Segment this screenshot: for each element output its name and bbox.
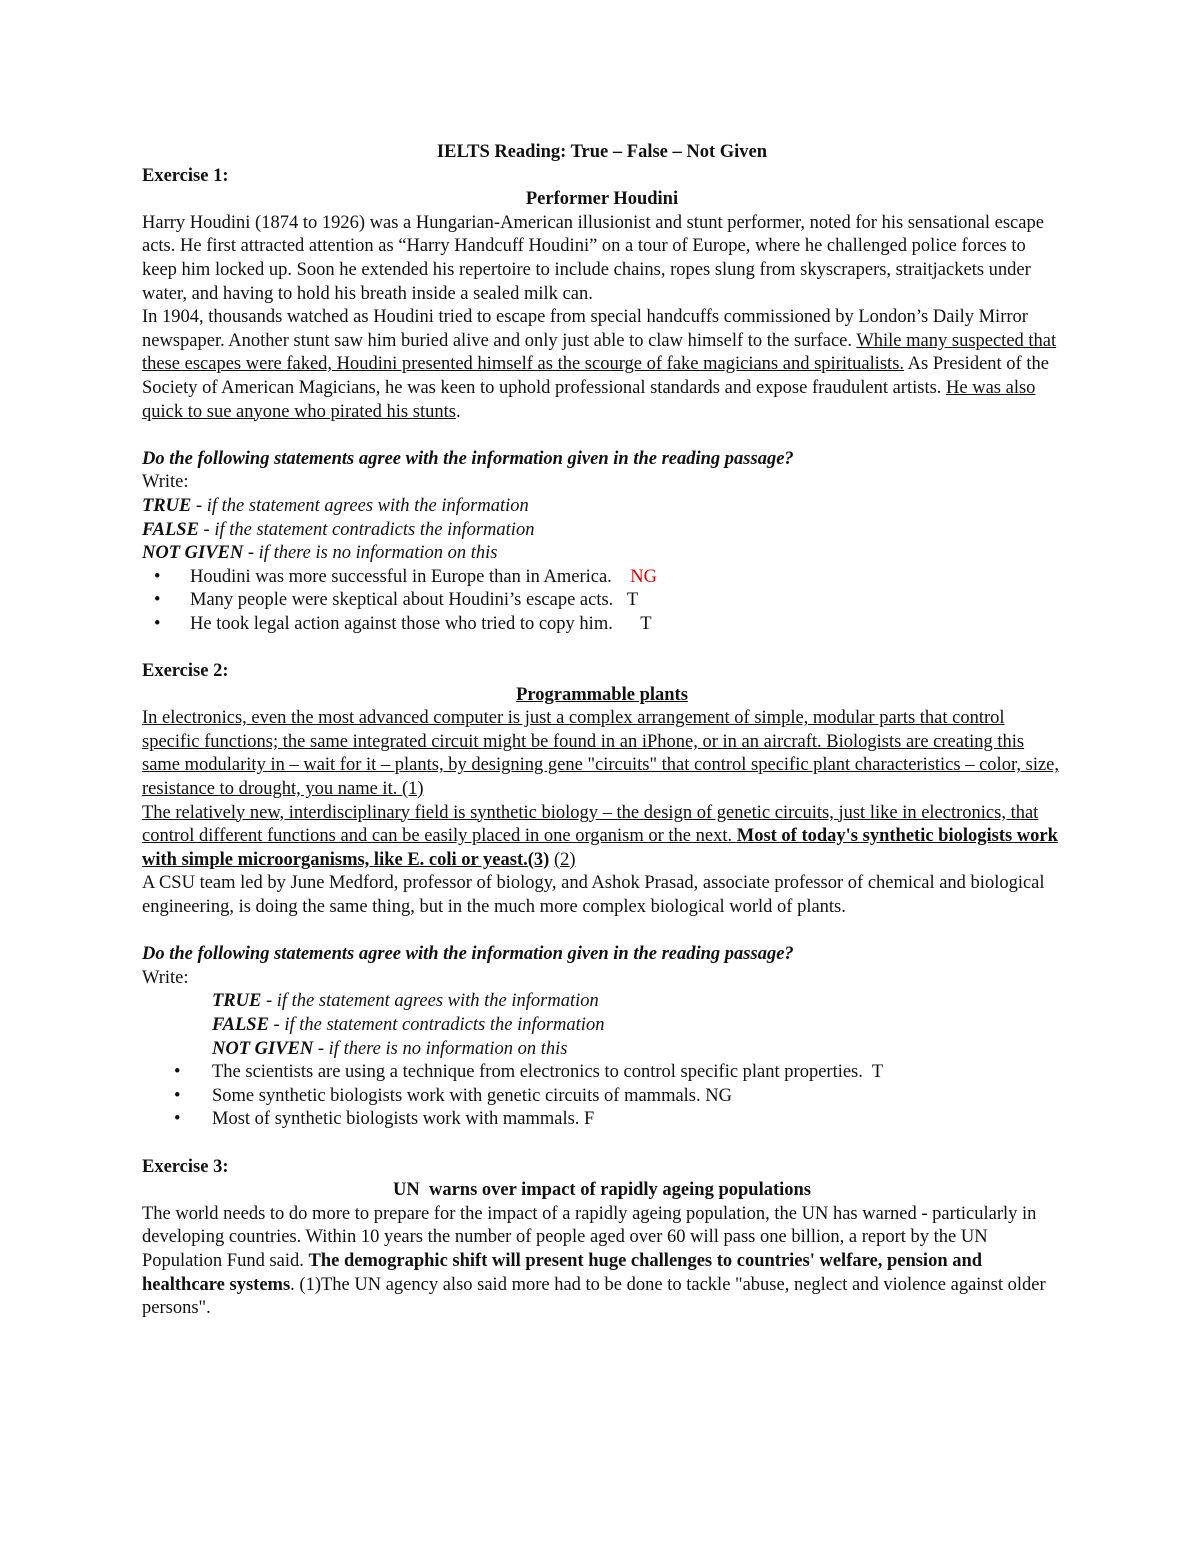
- exercise-3-label: Exercise 3:: [142, 1156, 229, 1177]
- exercise-1-write-label: Write:: [142, 472, 189, 493]
- exercise-1-statement: • Houdini was more successful in Europe than in America. NG: [142, 566, 1062, 590]
- exercise-2-paragraph-3: A CSU team led by June Medford, professor of biology, and Ashok Prasad, associate professor of chemical and biological engineering, is doing the same thing, but in the much more complex biological world of plants.: [142, 873, 1045, 917]
- exercise-1-false-def: FALSE - if the statement contradicts the information: [142, 519, 535, 540]
- bullet-icon: •: [174, 1085, 181, 1106]
- exercise-1-label: Exercise 1:: [142, 165, 229, 186]
- exercise-2-paragraph-1: In electronics, even the most advanced computer is just a complex arrangement of simple, modular parts that control specific functions; the same integrated circuit might be found in an iPhone, or in an aircraft. Biologists are creating this same modularity in – wait for it – plants, by designing gene "circuits" that control specific plant characteristics – color, size, resistance to drought, you name it. (1): [142, 708, 1060, 800]
- bullet-icon: •: [174, 1062, 181, 1083]
- answer: T: [640, 613, 652, 634]
- exercise-2-statement: • Most of synthetic biologists work with mammals. F: [142, 1108, 1062, 1132]
- bullet-icon: •: [154, 566, 161, 587]
- bullet-icon: •: [174, 1109, 181, 1130]
- exercise-2-statement: • Some synthetic biologists work with genetic circuits of mammals. NG: [142, 1085, 1062, 1109]
- exercise-2-statement: • The scientists are using a technique from electronics to control specific plant properties. T: [142, 1061, 1062, 1085]
- exercise-1-question: Do the following statements agree with the information given in the reading passage?: [142, 448, 794, 469]
- exercise-2-heading: Programmable plants: [516, 684, 688, 705]
- exercise-1-true-def: TRUE - if the statement agrees with the information: [142, 495, 529, 516]
- answer: T: [871, 1062, 884, 1083]
- document-title: IELTS Reading: True – False – Not Given: [436, 142, 768, 162]
- bullet-icon: •: [154, 590, 161, 611]
- exercise-2-false-def: FALSE - if the statement contradicts the information: [212, 1014, 605, 1035]
- answer: F: [584, 1109, 595, 1130]
- exercise-1-paragraph-2: In 1904, thousands watched as Houdini tried to escape from special handcuffs commissioned by London’s Daily Mirror newspaper. Another stunt saw him buried alive and only just able to claw himself to the surface. While many suspected that these escapes were faked, Houdini presented himself as the scourge of fake magicians and spiritualists. As President of the Society of American Magicians, he was keen to uphold professional standards and expose fraudulent artists. He was also quick to sue anyone who pirated his stunts.: [142, 307, 1057, 422]
- bullet-icon: •: [154, 613, 161, 634]
- exercise-3-heading: UN warns over impact of rapidly ageing populations: [393, 1180, 811, 1201]
- exercise-2-true-def: TRUE - if the statement agrees with the information: [212, 991, 599, 1012]
- exercise-2-write-label: Write:: [142, 967, 189, 988]
- exercise-1-ng-def: NOT GIVEN - if there is no information on this: [142, 543, 498, 564]
- document-page: [142, 141, 1062, 1321]
- exercise-2-ng-def: NOT GIVEN - if there is no information on this: [212, 1038, 568, 1059]
- exercise-2-label: Exercise 2:: [142, 661, 229, 682]
- exercise-2-question: Do the following statements agree with the information given in the reading passage?: [142, 944, 794, 965]
- exercise-1-heading: Performer Houdini: [525, 189, 679, 210]
- answer: NG: [705, 1085, 732, 1106]
- exercise-3-paragraph-1: The world needs to do more to prepare for the impact of a rapidly ageing population, the UN has warned - particularly in developing countries. Within 10 years the number of people aged over 60 will pass one billion, a report by the UN Population Fund said. The demographic shift will present huge challenges to countries' welfare, pension and healthcare systems. (1)The UN agency also said more had to be done to tackle "abuse, neglect and violence against older persons".: [142, 1203, 1046, 1319]
- exercise-1-statement: • He took legal action against those who tried to copy him. T: [142, 613, 1062, 637]
- answer: T: [626, 590, 639, 611]
- answer: NG: [630, 566, 658, 587]
- exercise-2-paragraph-2: The relatively new, interdisciplinary field is synthetic biology – the design of genetic circuits, just like in electronics, that control different functions and can be easily placed in one organism or the next. Most of today's synthetic biologists work with simple microorganisms, like E. coli or yeast.(3) (2): [142, 802, 1058, 870]
- exercise-1-statement: • Many people were skeptical about Houdini’s escape acts. T: [142, 589, 1062, 613]
- exercise-1-paragraph-1: Harry Houdini (1874 to 1926) was a Hungarian-American illusionist and stunt performer, noted for his sensational escape acts. He first attracted attention as “Harry Handcuff Houdini” on a tour of Europe, where he challenged police forces to keep him locked up. Soon he extended his repertoire to include chains, ropes slung from skyscrapers, straitjackets under water, and having to hold his breath inside a sealed milk can.: [142, 212, 1044, 304]
